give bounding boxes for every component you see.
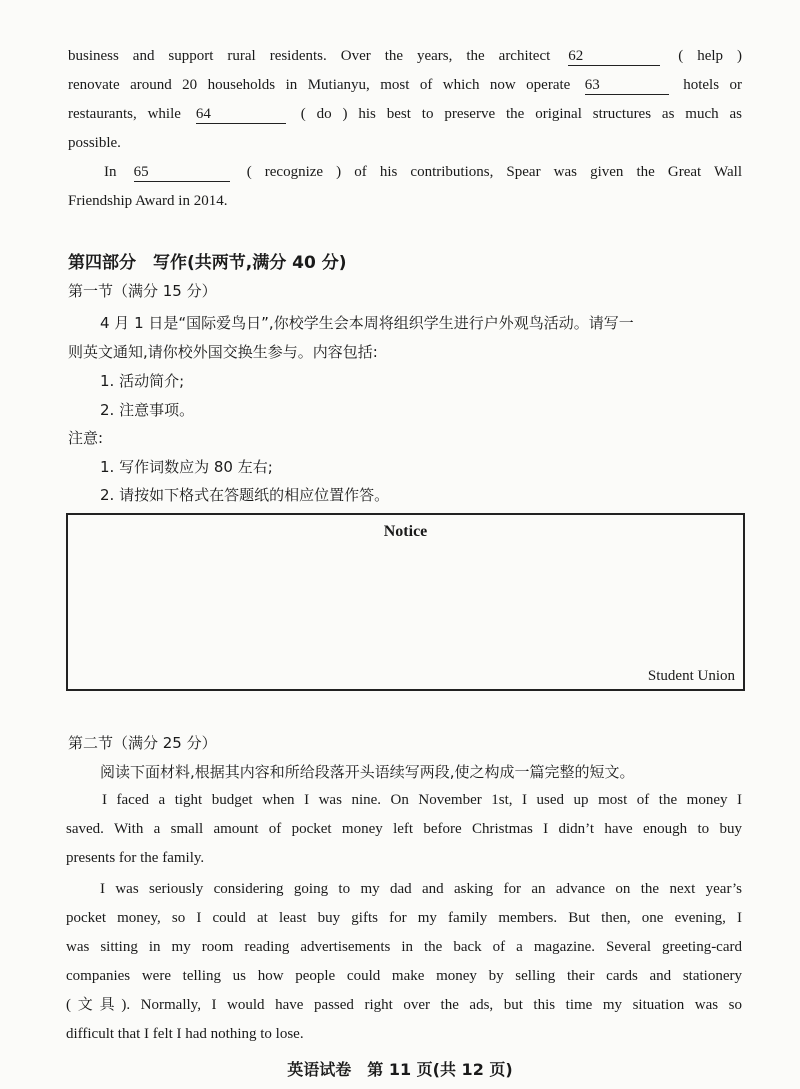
section-1-title: 第一节（满分 15 分） [68,282,217,300]
notice-title: Notice [383,523,428,540]
story-line: I faced a tight budget when I was nine. On November 1st, I used up most of the money I [102,792,742,808]
story-line: difficult that I felt I had nothing to lose. [66,1026,304,1042]
story-line: presents for the family. [66,850,205,866]
passage-line-1 [68,42,742,71]
blank-65[interactable]: 65 [134,163,230,182]
hint-65: ( recognize ) of his contributions, Spear was given the Great Wall [246,164,742,180]
story-line: was sitting in my room reading advertisements in the back of a magazine. Several greeting-card [66,939,742,955]
page-footer: 英语试卷 第 11 页(共 12 页) [287,1060,513,1079]
passage-line-5 [68,158,742,187]
task-line-1: 4 月 1 日是“国际爱鸟日”,你校学生会本周将组织学生进行户外观鸟活动。请写一 [100,314,634,332]
blank-63[interactable]: 63 [585,76,669,95]
section-2-title: 第二节（满分 25 分） [68,734,217,752]
notice-signature: Student Union [647,668,735,684]
task-line-2: 则英文通知,请你校外国交换生参与。内容包括: [68,343,378,361]
story-paragraph-2 [66,875,742,1049]
passage-paragraph [68,42,742,216]
blank-62[interactable]: 62 [568,47,660,66]
answer-format-box [66,513,745,691]
story-paragraph-1 [66,786,742,873]
story-line: pocket money, so I could at least buy gifts for my family members. But then, one evening, I [66,910,742,926]
passage-text: renovate around 20 households in Mutianyu, most of which now operate [68,77,571,93]
passage-text: In [104,164,117,180]
story-line: saved. With a small amount of pocket money left before Christmas I didn’t have enough to buy [66,821,742,837]
passage-line-2 [68,71,742,100]
part-title: 第四部分 写作(共两节,满分 40 分) [68,253,347,273]
passage-line-3 [68,100,742,129]
note-label: 注意: [68,429,104,447]
section-2-instructions: 阅读下面材料,根据其内容和所给段落开头语续写两段,使之构成一篇完整的短文。 [100,763,635,781]
hint-64: ( do ) his best to preserve the original structures as much as [300,106,743,122]
hint-63: hotels or [683,77,743,93]
hint-62: ( help ) [678,48,743,64]
task-item-1: 1. 活动简介; [100,372,185,390]
passage-text: business and support rural residents. Over the years, the architect [68,48,551,64]
note-item-2: 2. 请按如下格式在答题纸的相应位置作答。 [100,486,390,504]
note-item-1: 1. 写作词数应为 80 左右; [100,458,273,476]
story-line: companies were telling us how people could make money by selling their cards and stationery [66,968,742,984]
blank-64[interactable]: 64 [196,105,286,124]
passage-line-4: possible. [68,135,121,151]
task-item-2: 2. 注意事项。 [100,401,195,419]
passage-text: restaurants, while [68,106,181,122]
story-line: (文具). Normally, I would have passed right over the ads, but this time my situation was so [66,997,742,1013]
story-line: I was seriously considering going to my dad and asking for an advance on the next year’s [100,881,742,897]
passage-line-6: Friendship Award in 2014. [68,193,228,209]
